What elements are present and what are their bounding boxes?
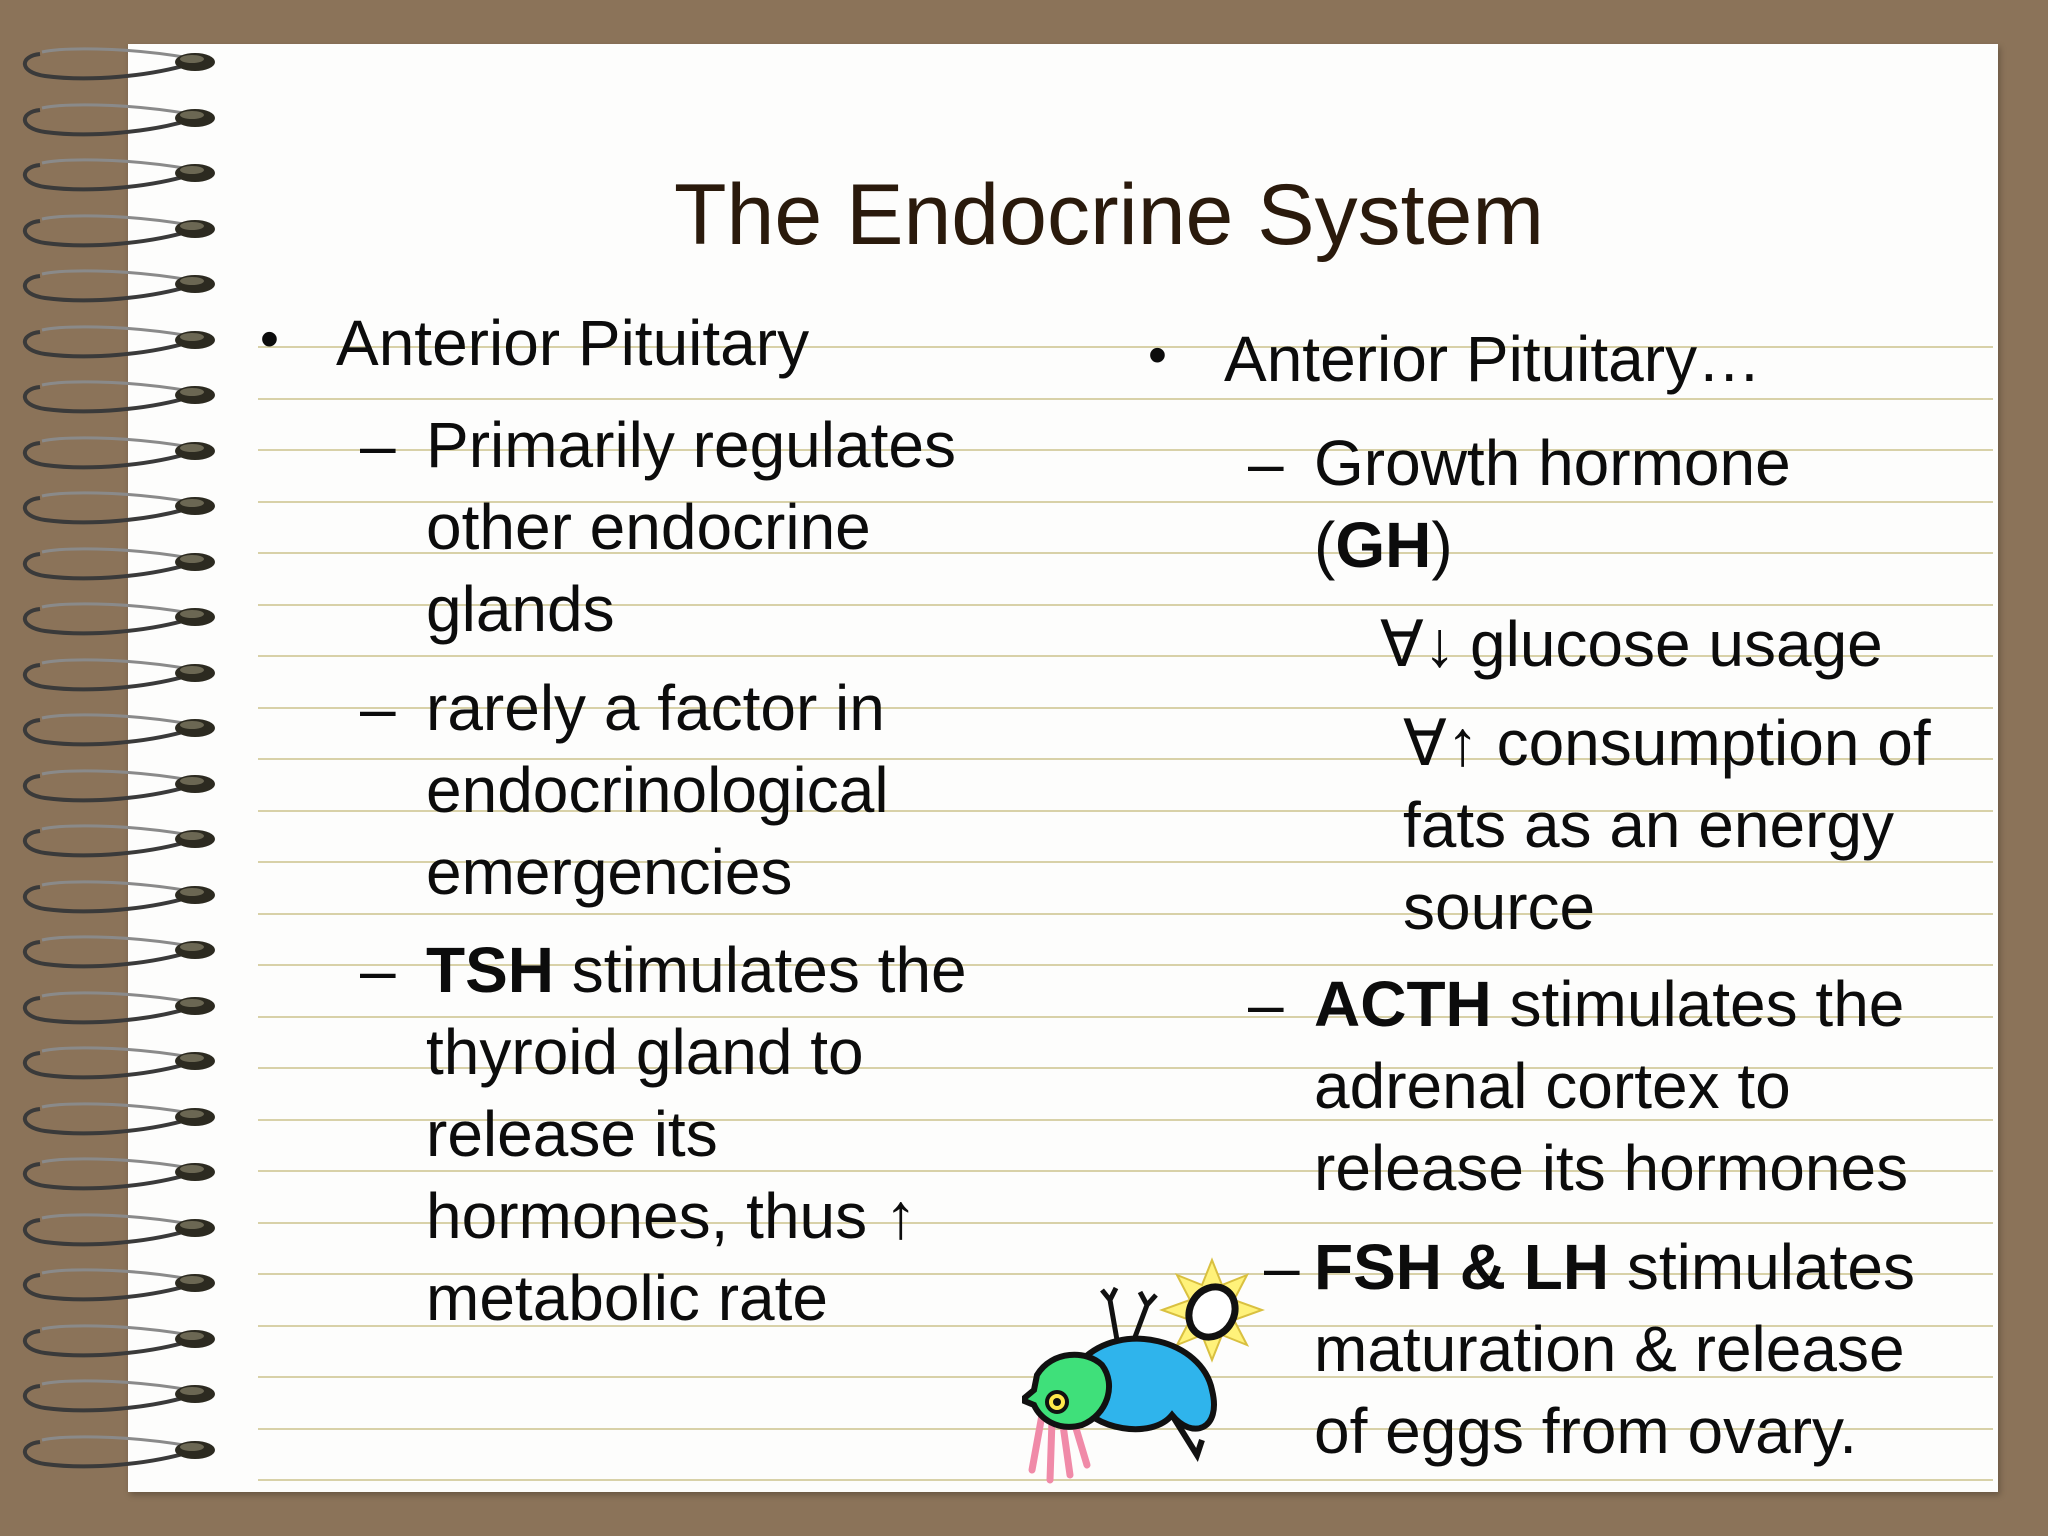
bullet: •	[260, 309, 279, 369]
left-item-2	[360, 667, 889, 913]
left-item-1	[360, 404, 956, 650]
spiral-coil-icon	[0, 1031, 240, 1091]
spiral-coil-icon	[0, 698, 240, 758]
spiral-coil-icon	[0, 1364, 240, 1424]
spiral-coil-icon	[0, 1309, 240, 1369]
line: glands	[426, 573, 615, 645]
spiral-coil-icon	[0, 1253, 240, 1313]
line: release its	[426, 1098, 718, 1170]
paren: )	[1431, 509, 1453, 581]
line	[426, 929, 967, 1011]
dash: –	[360, 409, 396, 481]
gh-label: GH	[1335, 509, 1432, 581]
bullet: •	[1148, 325, 1167, 385]
line: hormones, thus ↑	[426, 1180, 917, 1252]
line: release its hormones	[1314, 1132, 1909, 1204]
effect-text: consumption of	[1496, 707, 1931, 779]
tsh-label: TSH	[426, 934, 554, 1006]
line: fats as an energy	[1403, 789, 1894, 861]
spiral-coil-icon	[0, 865, 240, 925]
line: Growth hormone	[1314, 427, 1791, 499]
line	[1314, 1226, 1915, 1308]
right-item-fsh	[1264, 1226, 1915, 1472]
line: maturation & release	[1314, 1313, 1905, 1385]
dash: –	[360, 934, 396, 1006]
line: adrenal cortex to	[1314, 1050, 1791, 1122]
spiral-coil-icon	[0, 310, 240, 370]
line	[1314, 963, 1908, 1045]
forall-down-arrow-icon: ∀↓	[1380, 608, 1456, 680]
dash: –	[360, 672, 396, 744]
gh-effect-2	[1403, 702, 1931, 948]
right-heading-text: Anterior Pituitary…	[1224, 323, 1762, 395]
paren: (	[1314, 509, 1336, 581]
spiral-coil-icon	[0, 532, 240, 592]
line: emergencies	[426, 836, 793, 908]
left-heading-text: Anterior Pituitary	[336, 307, 810, 379]
right-heading	[1148, 322, 1762, 396]
spiral-coil-icon	[0, 421, 240, 481]
left-item-tsh	[360, 929, 967, 1339]
line: rarely a factor in	[426, 672, 885, 744]
right-item-gh	[1248, 422, 1791, 586]
line: of eggs from ovary.	[1314, 1395, 1858, 1467]
spiral-coil-icon	[0, 754, 240, 814]
dash: –	[1248, 427, 1284, 499]
slide-title: The Endocrine System	[674, 167, 1544, 263]
dash: –	[1248, 968, 1284, 1040]
fsh-rest: stimulates	[1609, 1231, 1915, 1303]
line: Primarily regulates	[426, 409, 956, 481]
spiral-coil-icon	[0, 1420, 240, 1480]
line: glucose usage	[1470, 608, 1883, 680]
spiral-coil-icon	[0, 476, 240, 536]
fsh-label: FSH & LH	[1314, 1231, 1610, 1303]
acth-rest: stimulates the	[1491, 968, 1905, 1040]
spiral-coil-icon	[0, 587, 240, 647]
spiral-coil-icon	[0, 809, 240, 869]
forall-up-arrow-icon: ∀↑	[1403, 707, 1479, 779]
spiral-coil-icon	[0, 976, 240, 1036]
spiral-coil-icon	[0, 920, 240, 980]
spiral-coil-icon	[0, 643, 240, 703]
line: source	[1403, 871, 1596, 943]
line: other endocrine	[426, 491, 871, 563]
tsh-rest: stimulates the	[554, 934, 967, 1006]
dash: –	[1264, 1231, 1300, 1303]
spiral-coil-icon	[0, 88, 240, 148]
line: metabolic rate	[426, 1262, 828, 1334]
spiral-coil-icon	[0, 1087, 240, 1147]
line: thyroid gland to	[426, 1016, 864, 1088]
line: endocrinological	[426, 754, 889, 826]
gh-effect-1	[1380, 603, 1883, 685]
line	[1403, 702, 1931, 784]
spiral-coil-icon	[0, 365, 240, 425]
spiral-coil-icon	[0, 1142, 240, 1202]
bird-egg-clipart-icon	[1022, 1240, 1272, 1490]
line	[1314, 504, 1791, 586]
left-heading	[260, 306, 810, 380]
spiral-coil-icon	[0, 1198, 240, 1258]
right-item-acth	[1248, 963, 1909, 1209]
acth-label: ACTH	[1314, 968, 1492, 1040]
spiral-coil-icon	[0, 32, 240, 92]
